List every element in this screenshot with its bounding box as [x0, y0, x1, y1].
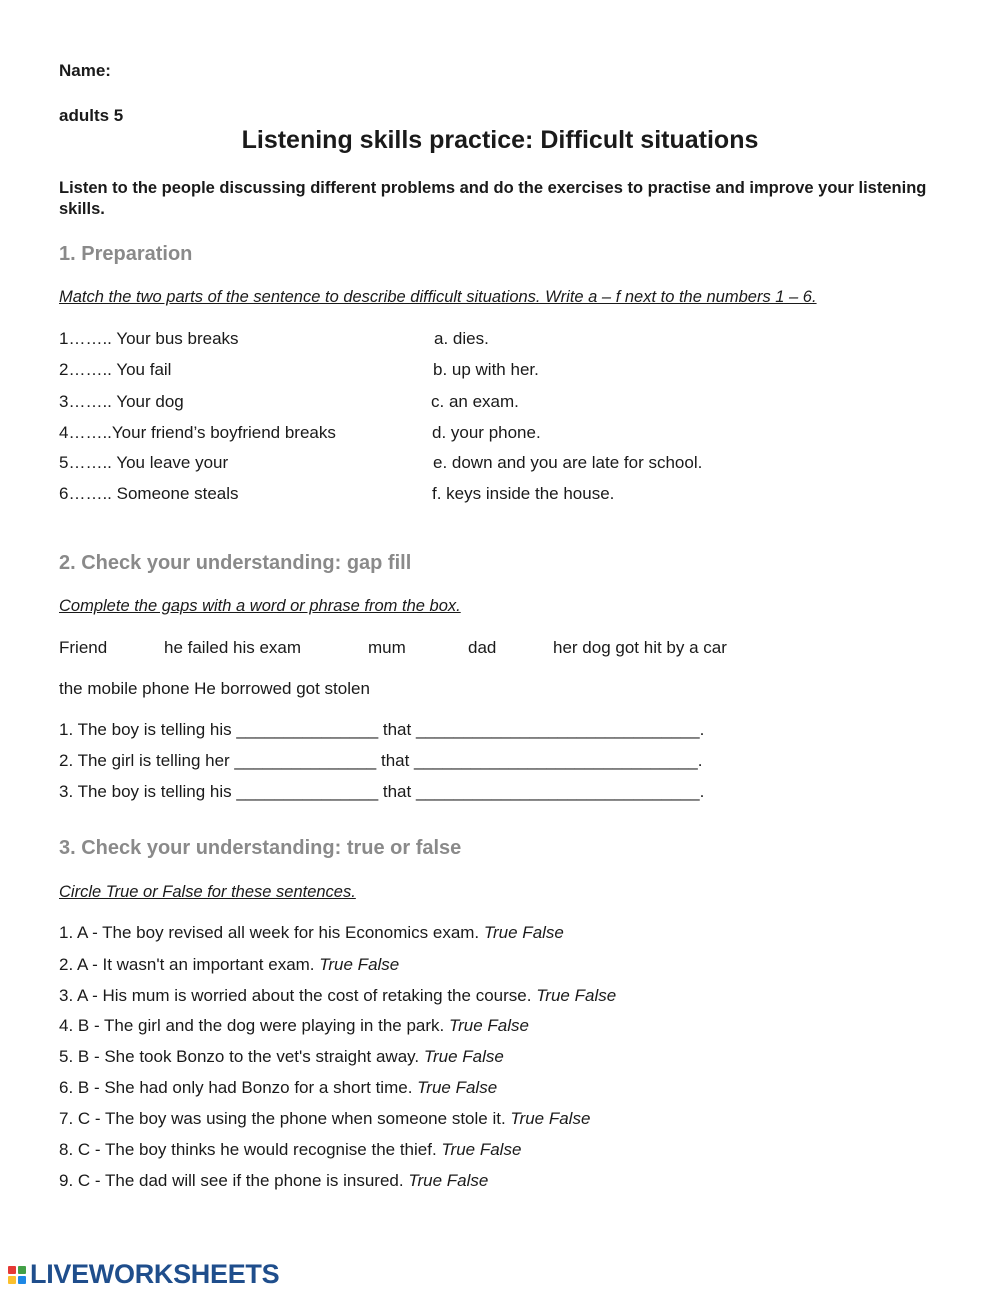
- intro-text: Listen to the people discussing different problems and do the exercises to practise and improve your listening skills.: [59, 179, 927, 218]
- true-false-choice[interactable]: True False: [319, 955, 400, 974]
- match-left-6: 6…….. Someone steals: [59, 484, 239, 503]
- logo-grid-icon: [8, 1266, 26, 1284]
- tf-item-2: 2. A - It wasn't an important exam. True False: [59, 955, 400, 974]
- name-label: Name:: [59, 61, 111, 80]
- logo-text: LIVEWORKSHEETS: [30, 1259, 280, 1289]
- match-right-e: e. down and you are late for school.: [433, 453, 703, 472]
- match-right-a: a. dies.: [434, 329, 489, 348]
- box-word-phone-stolen: the mobile phone He borrowed got stolen: [59, 679, 370, 698]
- match-left-5: 5…….. You leave your: [59, 453, 229, 472]
- level-label: adults 5: [59, 106, 124, 125]
- true-false-choice[interactable]: True False: [417, 1078, 498, 1097]
- true-false-choice[interactable]: True False: [441, 1140, 522, 1159]
- section3-instruction: Circle True or False for these sentences.: [59, 883, 356, 901]
- section3-heading: 3. Check your understanding: true or false: [59, 837, 462, 859]
- match-right-f: f. keys inside the house.: [432, 484, 615, 503]
- tf-item-4: 4. B - The girl and the dog were playing in the park. True False: [59, 1016, 529, 1035]
- gap-question-3: 3. The boy is telling his _______________ that ______________________________.: [59, 782, 705, 801]
- tf-item-1: 1. A - The boy revised all week for his Economics exam. True False: [59, 923, 564, 942]
- true-false-choice[interactable]: True False: [448, 1016, 529, 1035]
- match-right-b: b. up with her.: [433, 360, 539, 379]
- section2-heading: 2. Check your understanding: gap fill: [59, 552, 412, 574]
- tf-item-9: 9. C - The dad will see if the phone is insured. True False: [59, 1171, 489, 1190]
- section1-heading: 1. Preparation: [59, 243, 193, 265]
- true-false-choice[interactable]: True False: [483, 923, 564, 942]
- match-left-3: 3…….. Your dog: [59, 392, 184, 411]
- match-left-2: 2…….. You fail: [59, 360, 172, 379]
- match-right-c: c. an exam.: [431, 392, 519, 411]
- tf-item-5: 5. B - She took Bonzo to the vet's straight away. True False: [59, 1047, 504, 1066]
- tf-item-8: 8. C - The boy thinks he would recognise the thief. True False: [59, 1140, 522, 1159]
- box-word-friend: Friend: [59, 638, 108, 657]
- tf-item-3: 3. A - His mum is worried about the cost of retaking the course. True False: [59, 986, 617, 1005]
- box-word-mum: mum: [368, 638, 406, 657]
- liveworksheets-logo[interactable]: [8, 1259, 279, 1290]
- box-word-failed-exam: he failed his exam: [164, 638, 302, 657]
- page-title: Listening skills practice: Difficult situations: [241, 126, 759, 154]
- true-false-choice[interactable]: True False: [510, 1109, 591, 1128]
- true-false-choice[interactable]: True False: [536, 986, 617, 1005]
- tf-item-7: 7. C - The boy was using the phone when someone stole it. True False: [59, 1109, 591, 1128]
- match-left-1: 1…….. Your bus breaks: [59, 329, 239, 348]
- true-false-choice[interactable]: True False: [423, 1047, 504, 1066]
- match-right-d: d. your phone.: [432, 423, 541, 442]
- gap-question-2: 2. The girl is telling her _______________ that ______________________________.: [59, 751, 703, 770]
- tf-item-6: 6. B - She had only had Bonzo for a short time. True False: [59, 1078, 498, 1097]
- box-word-dog-hit: her dog got hit by a car: [553, 638, 727, 657]
- section2-instruction: Complete the gaps with a word or phrase from the box.: [59, 597, 461, 615]
- section1-instruction: Match the two parts of the sentence to describe difficult situations. Write a – f next to the numbers 1 – 6.: [59, 288, 817, 306]
- gap-question-1: 1. The boy is telling his _______________ that ______________________________.: [59, 720, 705, 739]
- match-left-4: 4……..Your friend’s boyfriend breaks: [59, 423, 336, 442]
- true-false-choice[interactable]: True False: [408, 1171, 489, 1190]
- box-word-dad: dad: [468, 638, 497, 657]
